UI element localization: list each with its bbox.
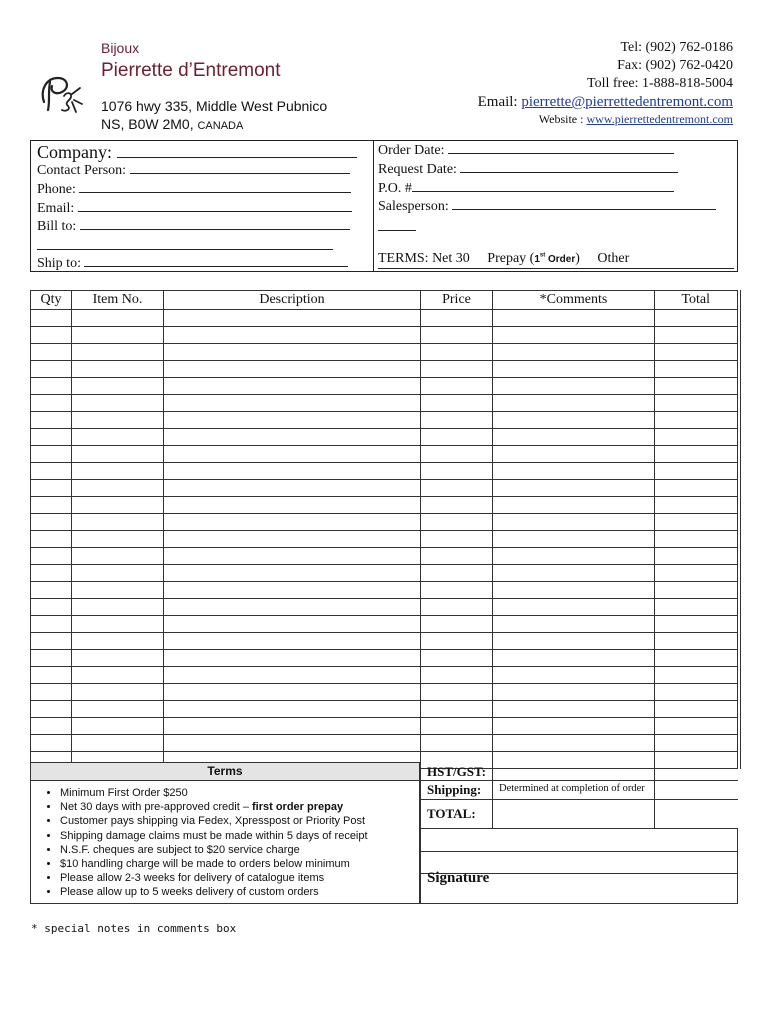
brand-subtitle: Bijoux bbox=[101, 40, 140, 56]
cell-price[interactable] bbox=[421, 582, 493, 599]
column-header-total: Total bbox=[655, 291, 739, 310]
cell-price[interactable] bbox=[421, 378, 493, 395]
cell-total[interactable] bbox=[655, 548, 739, 565]
table-row bbox=[31, 497, 739, 514]
cell-price[interactable] bbox=[421, 480, 493, 497]
hst-gst-label: HST/GST: bbox=[427, 764, 487, 779]
cell-comments[interactable] bbox=[493, 480, 655, 497]
contact-row bbox=[37, 161, 350, 179]
table-row bbox=[31, 361, 739, 378]
table-row bbox=[31, 548, 739, 565]
cell-description[interactable] bbox=[164, 701, 421, 718]
items-table-body bbox=[31, 310, 739, 769]
phone-field[interactable] bbox=[79, 180, 351, 193]
email-label: Email: bbox=[477, 94, 522, 110]
cell-comments[interactable] bbox=[493, 582, 655, 599]
table-row bbox=[31, 446, 739, 463]
contact-person-label: Contact Person: bbox=[37, 163, 127, 178]
cell-total[interactable] bbox=[655, 565, 739, 582]
phone-row bbox=[37, 180, 351, 198]
cell-qty[interactable] bbox=[31, 565, 72, 582]
cell-description[interactable] bbox=[164, 616, 421, 633]
cell-description[interactable] bbox=[164, 514, 421, 531]
cell-qty[interactable] bbox=[31, 667, 72, 684]
cell-comments[interactable] bbox=[493, 718, 655, 735]
cell-comments[interactable] bbox=[493, 735, 655, 752]
cell-item-no[interactable] bbox=[72, 735, 164, 752]
cell-total[interactable] bbox=[655, 599, 739, 616]
table-row bbox=[31, 531, 739, 548]
cell-item-no[interactable] bbox=[72, 582, 164, 599]
cell-qty[interactable] bbox=[31, 378, 72, 395]
hst-gst-field[interactable] bbox=[493, 763, 654, 780]
prepay-sup: st bbox=[539, 252, 546, 259]
contact-person-field[interactable] bbox=[130, 161, 350, 174]
cell-price[interactable] bbox=[421, 412, 493, 429]
salesperson-line-2[interactable] bbox=[378, 230, 416, 231]
cell-description[interactable] bbox=[164, 599, 421, 616]
cell-total[interactable] bbox=[655, 429, 739, 446]
cell-description[interactable] bbox=[164, 497, 421, 514]
table-row bbox=[31, 718, 739, 735]
bill-to-field[interactable] bbox=[80, 217, 350, 230]
cell-price[interactable] bbox=[421, 429, 493, 446]
cell-qty[interactable] bbox=[31, 599, 72, 616]
cell-description[interactable] bbox=[164, 463, 421, 480]
cell-price[interactable] bbox=[421, 497, 493, 514]
table-row bbox=[31, 463, 739, 480]
cell-price[interactable] bbox=[421, 684, 493, 701]
terms-item: • Customer pays shipping via Fedex, Xpresspost or Priority Post bbox=[60, 814, 368, 828]
cell-total[interactable] bbox=[655, 395, 739, 412]
po-label: P.O. # bbox=[378, 181, 412, 196]
prepay-ordinal: 1 bbox=[534, 254, 540, 265]
table-row bbox=[31, 599, 739, 616]
brand-name: Pierrette d’Entremont bbox=[101, 60, 281, 81]
table-row bbox=[31, 480, 739, 497]
address-region: NS, B0W 2M0, bbox=[101, 116, 198, 132]
terms-other-label[interactable]: Other bbox=[597, 251, 630, 266]
table-row bbox=[31, 667, 739, 684]
cell-description[interactable] bbox=[164, 633, 421, 650]
toll-free-number: Toll free: 1-888-818-5004 bbox=[587, 76, 733, 91]
cell-description[interactable] bbox=[164, 684, 421, 701]
email-field[interactable] bbox=[78, 199, 352, 212]
request-date-field[interactable] bbox=[460, 160, 678, 173]
cell-comments[interactable] bbox=[493, 497, 655, 514]
cell-total[interactable] bbox=[655, 446, 739, 463]
cell-total[interactable] bbox=[655, 514, 739, 531]
terms-list bbox=[38, 786, 368, 900]
cell-item-no[interactable] bbox=[72, 565, 164, 582]
cell-item-no[interactable] bbox=[72, 310, 164, 327]
cell-price[interactable] bbox=[421, 344, 493, 361]
cell-price[interactable] bbox=[421, 395, 493, 412]
cell-total[interactable] bbox=[655, 616, 739, 633]
cell-total[interactable] bbox=[655, 480, 739, 497]
cell-qty[interactable] bbox=[31, 412, 72, 429]
cell-qty[interactable] bbox=[31, 616, 72, 633]
column-header-price: Price bbox=[421, 291, 493, 310]
cell-description[interactable] bbox=[164, 395, 421, 412]
cell-description[interactable] bbox=[164, 718, 421, 735]
cell-total[interactable] bbox=[655, 633, 739, 650]
cell-qty[interactable] bbox=[31, 429, 72, 446]
cell-item-no[interactable] bbox=[72, 718, 164, 735]
cell-comments[interactable] bbox=[493, 565, 655, 582]
cell-qty[interactable] bbox=[31, 735, 72, 752]
cell-total[interactable] bbox=[655, 344, 739, 361]
cell-qty[interactable] bbox=[31, 395, 72, 412]
terms-net-label: TERMS: Net 30 bbox=[378, 251, 470, 266]
terms-item: • Minimum First Order $250 bbox=[60, 786, 368, 800]
cell-item-no[interactable] bbox=[72, 327, 164, 344]
cell-qty[interactable] bbox=[31, 310, 72, 327]
cell-price[interactable] bbox=[421, 565, 493, 582]
cell-price[interactable] bbox=[421, 616, 493, 633]
cell-price[interactable] bbox=[421, 701, 493, 718]
salesperson-row bbox=[378, 197, 716, 215]
cell-description[interactable] bbox=[164, 344, 421, 361]
cell-total[interactable] bbox=[655, 378, 739, 395]
bill-to-row bbox=[37, 217, 350, 235]
cell-price[interactable] bbox=[421, 633, 493, 650]
cell-item-no[interactable] bbox=[72, 667, 164, 684]
signature-label: Signature bbox=[427, 870, 490, 886]
cell-item-no[interactable] bbox=[72, 548, 164, 565]
cell-qty[interactable] bbox=[31, 650, 72, 667]
cell-item-no[interactable] bbox=[72, 531, 164, 548]
signature-field[interactable] bbox=[421, 874, 737, 902]
salesperson-field[interactable] bbox=[452, 197, 716, 210]
cell-qty[interactable] bbox=[31, 480, 72, 497]
cell-description[interactable] bbox=[164, 565, 421, 582]
cell-total[interactable] bbox=[655, 310, 739, 327]
table-row bbox=[31, 344, 739, 361]
cell-comments[interactable] bbox=[493, 412, 655, 429]
shipping-label: Shipping: bbox=[427, 782, 482, 797]
prepay-order: Order bbox=[545, 254, 576, 265]
cell-item-no[interactable] bbox=[72, 446, 164, 463]
website-line bbox=[539, 112, 733, 127]
fax-number: Fax: (902) 762-0420 bbox=[617, 58, 733, 73]
phone-number: Tel: (902) 762-0186 bbox=[620, 40, 733, 55]
table-header-row bbox=[31, 291, 739, 310]
cell-description[interactable] bbox=[164, 378, 421, 395]
table-row bbox=[31, 327, 739, 344]
cell-comments[interactable] bbox=[493, 344, 655, 361]
bill-to-line-2[interactable] bbox=[37, 249, 333, 250]
cell-qty[interactable] bbox=[31, 361, 72, 378]
column-header-item-no: Item No. bbox=[72, 291, 164, 310]
cell-total[interactable] bbox=[655, 684, 739, 701]
terms-item bbox=[60, 800, 368, 814]
cell-item-no[interactable] bbox=[72, 684, 164, 701]
cell-item-no[interactable] bbox=[72, 344, 164, 361]
cell-qty[interactable] bbox=[31, 446, 72, 463]
cell-item-no[interactable] bbox=[72, 361, 164, 378]
cell-total[interactable] bbox=[655, 701, 739, 718]
request-date-row bbox=[378, 160, 678, 178]
email-link[interactable]: pierrette@pierrettedentremont.com bbox=[521, 94, 733, 110]
cell-total[interactable] bbox=[655, 531, 739, 548]
table-row bbox=[31, 616, 739, 633]
cell-comments[interactable] bbox=[493, 378, 655, 395]
cell-item-no[interactable] bbox=[72, 616, 164, 633]
email-row bbox=[37, 199, 352, 217]
cell-price[interactable] bbox=[421, 361, 493, 378]
cell-total[interactable] bbox=[655, 667, 739, 684]
company-field[interactable] bbox=[117, 145, 357, 158]
cell-price[interactable] bbox=[421, 650, 493, 667]
cell-total[interactable] bbox=[655, 463, 739, 480]
table-row bbox=[31, 565, 739, 582]
website-link[interactable]: www.pierrettedentremont.com bbox=[586, 112, 733, 126]
footnote: * special notes in comments box bbox=[31, 922, 237, 935]
terms-item-bold: first order prepay bbox=[252, 801, 344, 814]
shipping-note: Determined at completion of order bbox=[499, 783, 645, 794]
column-header-comments: *Comments bbox=[493, 291, 655, 310]
terms-item: • Please allow up to 5 weeks delivery of custom orders bbox=[60, 885, 368, 899]
order-date-label: Order Date: bbox=[378, 143, 445, 158]
email-line bbox=[478, 94, 733, 111]
cell-comments[interactable] bbox=[493, 633, 655, 650]
cell-comments[interactable] bbox=[493, 650, 655, 667]
po-row bbox=[378, 179, 674, 197]
email-field-label: Email: bbox=[37, 201, 75, 216]
salesperson-label: Salesperson: bbox=[378, 199, 449, 214]
bill-to-label: Bill to: bbox=[37, 219, 77, 234]
cell-item-no[interactable] bbox=[72, 429, 164, 446]
terms-item: • Please allow 2-3 weeks for delivery of catalogue items bbox=[60, 871, 368, 885]
cell-qty[interactable] bbox=[31, 718, 72, 735]
phone-label: Phone: bbox=[37, 182, 76, 197]
cell-total[interactable] bbox=[655, 497, 739, 514]
prepay-close: ) bbox=[575, 251, 580, 266]
cell-price[interactable] bbox=[421, 735, 493, 752]
cell-comments[interactable] bbox=[493, 327, 655, 344]
cell-price[interactable] bbox=[421, 531, 493, 548]
cell-item-no[interactable] bbox=[72, 378, 164, 395]
cell-total[interactable] bbox=[655, 650, 739, 667]
cell-price[interactable] bbox=[421, 310, 493, 327]
cell-comments[interactable] bbox=[493, 361, 655, 378]
cell-comments[interactable] bbox=[493, 514, 655, 531]
website-label: Website : bbox=[538, 112, 587, 126]
terms-item-text: Net 30 days with pre-approved credit – bbox=[60, 801, 252, 814]
cell-description[interactable] bbox=[164, 446, 421, 463]
cell-qty[interactable] bbox=[31, 497, 72, 514]
cell-item-no[interactable] bbox=[72, 633, 164, 650]
table-row bbox=[31, 701, 739, 718]
cell-qty[interactable] bbox=[31, 701, 72, 718]
cell-qty[interactable] bbox=[31, 633, 72, 650]
company-label: Company: bbox=[37, 142, 112, 162]
table-row bbox=[31, 378, 739, 395]
prepay-label[interactable] bbox=[487, 251, 580, 266]
cell-description[interactable] bbox=[164, 361, 421, 378]
cell-comments[interactable] bbox=[493, 429, 655, 446]
cell-price[interactable] bbox=[421, 446, 493, 463]
order-date-field[interactable] bbox=[448, 141, 674, 154]
cell-description[interactable] bbox=[164, 582, 421, 599]
address-line-1: 1076 hwy 335, Middle West Pubnico bbox=[101, 98, 328, 114]
monogram-logo-icon bbox=[38, 72, 84, 114]
address-country: CANADA bbox=[197, 120, 244, 132]
column-header-description: Description bbox=[164, 291, 421, 310]
cell-description[interactable] bbox=[164, 412, 421, 429]
cell-price[interactable] bbox=[421, 667, 493, 684]
cell-qty[interactable] bbox=[31, 531, 72, 548]
cell-item-no[interactable] bbox=[72, 514, 164, 531]
cell-comments[interactable] bbox=[493, 599, 655, 616]
cell-item-no[interactable] bbox=[72, 497, 164, 514]
table-row bbox=[31, 735, 739, 752]
cell-description[interactable] bbox=[164, 327, 421, 344]
terms-item: • Shipping damage claims must be made within 5 days of receipt bbox=[60, 829, 368, 843]
ship-to-field[interactable] bbox=[84, 254, 348, 267]
cell-comments[interactable] bbox=[493, 446, 655, 463]
cell-comments[interactable] bbox=[493, 701, 655, 718]
cell-total[interactable] bbox=[655, 735, 739, 752]
cell-price[interactable] bbox=[421, 548, 493, 565]
cell-description[interactable] bbox=[164, 548, 421, 565]
cell-description[interactable] bbox=[164, 650, 421, 667]
cell-item-no[interactable] bbox=[72, 701, 164, 718]
cell-total[interactable] bbox=[655, 582, 739, 599]
table-row bbox=[31, 310, 739, 327]
table-row bbox=[31, 684, 739, 701]
cell-qty[interactable] bbox=[31, 344, 72, 361]
cell-description[interactable] bbox=[164, 667, 421, 684]
cell-comments[interactable] bbox=[493, 310, 655, 327]
ship-to-label: Ship to: bbox=[37, 256, 81, 271]
cell-price[interactable] bbox=[421, 514, 493, 531]
items-table bbox=[30, 290, 738, 768]
cell-item-no[interactable] bbox=[72, 599, 164, 616]
request-date-label: Request Date: bbox=[378, 162, 457, 177]
terms-item: • $10 handling charge will be made to orders below minimum bbox=[60, 857, 368, 871]
cell-qty[interactable] bbox=[31, 548, 72, 565]
cell-total[interactable] bbox=[655, 718, 739, 735]
cell-total[interactable] bbox=[655, 361, 739, 378]
table-row bbox=[31, 412, 739, 429]
cell-comments[interactable] bbox=[493, 395, 655, 412]
table-row bbox=[31, 429, 739, 446]
cell-description[interactable] bbox=[164, 531, 421, 548]
cell-comments[interactable] bbox=[493, 463, 655, 480]
terms-item: • N.S.F. cheques are subject to $20 service charge bbox=[60, 843, 368, 857]
cell-comments[interactable] bbox=[493, 684, 655, 701]
cell-item-no[interactable] bbox=[72, 395, 164, 412]
table-row bbox=[31, 633, 739, 650]
total-label: TOTAL: bbox=[427, 806, 476, 821]
address-line-2 bbox=[101, 116, 243, 132]
cell-price[interactable] bbox=[421, 463, 493, 480]
cell-comments[interactable] bbox=[493, 531, 655, 548]
company-row bbox=[37, 142, 357, 163]
cell-comments[interactable] bbox=[493, 667, 655, 684]
po-field[interactable] bbox=[412, 179, 674, 192]
cell-price[interactable] bbox=[421, 327, 493, 344]
cell-price[interactable] bbox=[421, 599, 493, 616]
cell-total[interactable] bbox=[655, 412, 739, 429]
column-header-qty: Qty bbox=[31, 291, 72, 310]
cell-item-no[interactable] bbox=[72, 650, 164, 667]
cell-qty[interactable] bbox=[31, 582, 72, 599]
cell-comments[interactable] bbox=[493, 548, 655, 565]
table-row bbox=[31, 514, 739, 531]
cell-item-no[interactable] bbox=[72, 412, 164, 429]
cell-description[interactable] bbox=[164, 735, 421, 752]
terms-row bbox=[378, 251, 734, 269]
cell-item-no[interactable] bbox=[72, 463, 164, 480]
order-date-row bbox=[378, 141, 674, 159]
terms-title: Terms bbox=[207, 764, 243, 778]
prepay-text: Prepay ( bbox=[487, 251, 535, 266]
ship-to-row bbox=[37, 254, 348, 272]
info-divider bbox=[373, 140, 374, 272]
table-row bbox=[31, 582, 739, 599]
total-field[interactable] bbox=[655, 800, 737, 827]
cell-item-no[interactable] bbox=[72, 480, 164, 497]
cell-price[interactable] bbox=[421, 718, 493, 735]
cell-description[interactable] bbox=[164, 310, 421, 327]
cell-description[interactable] bbox=[164, 429, 421, 446]
table-row bbox=[31, 650, 739, 667]
cell-qty[interactable] bbox=[31, 684, 72, 701]
cell-description[interactable] bbox=[164, 480, 421, 497]
cell-qty[interactable] bbox=[31, 514, 72, 531]
table-row bbox=[31, 395, 739, 412]
cell-total[interactable] bbox=[655, 327, 739, 344]
cell-qty[interactable] bbox=[31, 463, 72, 480]
cell-qty[interactable] bbox=[31, 327, 72, 344]
cell-comments[interactable] bbox=[493, 616, 655, 633]
